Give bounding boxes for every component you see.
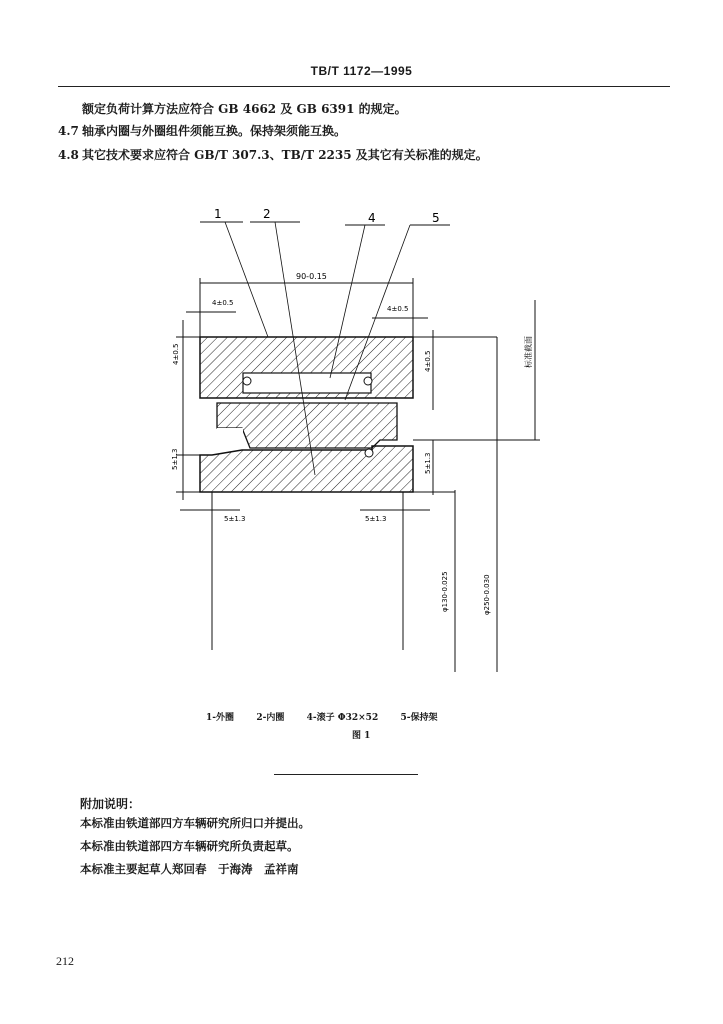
dim-right-vertical: 4±0.5	[424, 350, 432, 372]
dim-bottom-right: 5±1.3	[365, 515, 387, 523]
legend-2-label: 内圈	[266, 713, 285, 723]
dim-right-lower: 5±1.3	[424, 452, 432, 474]
dim-left-lower: 5±1.3	[171, 448, 179, 470]
clause-number: 4.7	[58, 124, 79, 138]
legend-5-label: 保持架	[410, 713, 438, 723]
dim-bottom-left: 5±1.3	[224, 515, 246, 523]
legend-5-num: 5	[400, 713, 407, 723]
note-item-1: 本标准由铁道部四方车辆研究所归口并提出。	[80, 816, 310, 830]
legend-4-num: 4	[306, 713, 313, 723]
dim-side-label: 标准截面	[524, 336, 533, 368]
cage-gap	[217, 428, 243, 448]
legend-1-num: 1	[206, 713, 213, 723]
notes-separator	[274, 774, 418, 775]
figure-caption: 图 1	[352, 731, 371, 741]
page-number: 212	[56, 954, 74, 968]
clause-text: 轴承内圈与外圈组件须能互换。保持架须能互换。	[82, 124, 347, 138]
notes-title: 附加说明：	[80, 797, 141, 811]
roller-left-mark	[243, 377, 251, 385]
outer-ring-cavity	[243, 373, 371, 393]
dim-diameter-inner: φ130-0.025	[441, 571, 449, 612]
legend-4-label: 滚子 Φ32×52	[316, 713, 379, 723]
callout-5: 5	[432, 211, 440, 225]
dim-right-top: 4±0.5	[387, 305, 409, 313]
note-item-3: 本标准主要起草人郑回春 于海涛 孟祥南	[80, 862, 299, 876]
roller-right-mark	[364, 377, 372, 385]
legend-1-label: 外圈	[216, 713, 235, 723]
callout-2: 2	[263, 207, 271, 221]
callout-1: 1	[214, 207, 222, 221]
inner-ring-section	[200, 446, 413, 492]
clause-number: 4.8	[58, 148, 79, 162]
dim-width-top: 90-0.15	[296, 272, 327, 281]
dim-left-vertical: 4±0.5	[172, 343, 180, 365]
clause-text: 其它技术要求应符合 GB/T 307.3、TB/T 2235 及其它有关标准的规定。	[82, 148, 488, 162]
dim-diameter-outer: φ250-0.030	[483, 574, 491, 615]
callout-4: 4	[368, 211, 376, 225]
dim-left-top: 4±0.5	[212, 299, 234, 307]
note-item-2: 本标准由铁道部四方车辆研究所负责起草。	[80, 839, 299, 853]
body-line-1-text: 额定负荷计算方法应符合 GB 4662 及 GB 6391 的规定。	[82, 102, 407, 116]
figure-legend: 1-外圈 2-内圈 4-滚子 Φ32×52 5-保持架	[206, 713, 438, 723]
inner-ring-roller-mark	[365, 449, 373, 457]
document-header-title: TB/T 1172—1995	[310, 64, 413, 78]
legend-2-num: 2	[256, 713, 263, 723]
